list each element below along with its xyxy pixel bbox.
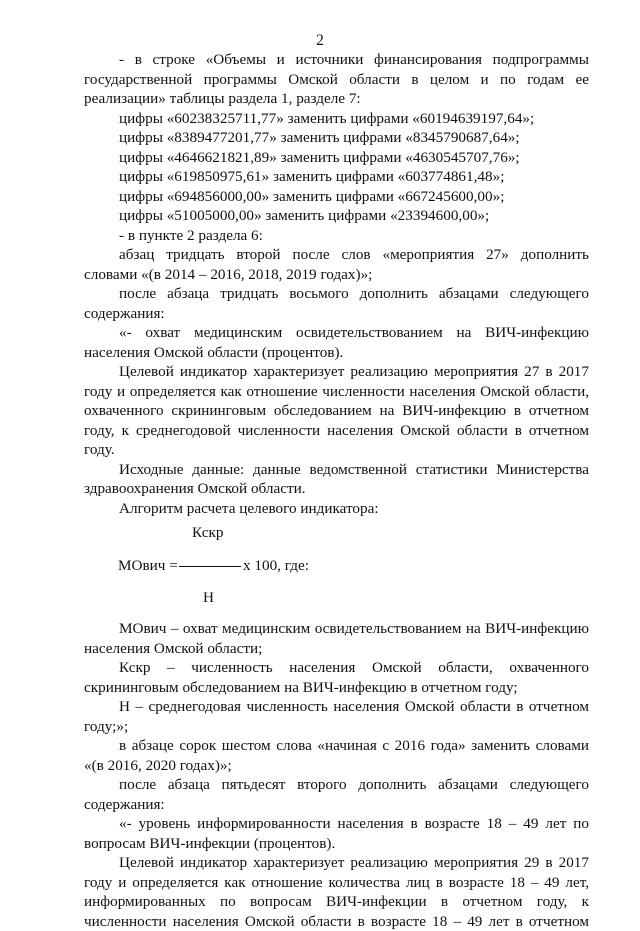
replacement-line: цифры «51005000,00» заменить цифрами «23394600,00»; bbox=[119, 207, 490, 224]
paragraph: - в строке «Объемы и источники финансирования подпрограммы государственной программы Омской области в целом и по годам ее реализации» таблицы раздела 1, разделе 7: bbox=[84, 51, 589, 107]
paragraph: Целевой индикатор характеризует реализацию мероприятия 27 в 2017 году и определяется как отношение численности населения Омской области, охваченного скрининговым обследованием на ВИЧ-инфекцию в отчетном году, к среднегодовой численности населения Омской области в отчетном году. bbox=[84, 363, 589, 458]
formula bbox=[84, 523, 589, 615]
replacement-line: цифры «619850975,61» заменить цифрами «603774861,48»; bbox=[119, 168, 505, 185]
formula-lhs: МОвич = bbox=[118, 557, 178, 574]
paragraph: после абзаца тридцать восьмого дополнить абзацами следующего содержания: bbox=[84, 285, 589, 322]
replacement-line: цифры «60238325711,77» заменить цифрами «60194639197,64»; bbox=[119, 109, 535, 127]
paragraph: «- уровень информированности населения в возрасте 18 – 49 лет по вопросам ВИЧ-инфекции (процентов). bbox=[84, 815, 589, 852]
formula-denominator: Н bbox=[203, 589, 214, 606]
paragraph: абзац тридцать второй после слов «мероприятия 27» дополнить словами «(в 2014 – 2016, 2018, 2019 годах)»; bbox=[84, 246, 589, 283]
formula-rhs: х 100, где: bbox=[243, 557, 309, 574]
paragraph: Н – среднегодовая численность населения Омской области в отчетном году;»; bbox=[84, 698, 589, 735]
page-number: 2 bbox=[316, 32, 324, 49]
paragraph: «- охват медицинским освидетельствованием на ВИЧ-инфекцию населения Омской области (процентов). bbox=[84, 324, 589, 361]
paragraph: Целевой индикатор характеризует реализацию мероприятия 29 в 2017 году и определяется как отношение количества лиц в возрасте 18 – 49 лет, информированных по вопросам ВИЧ-инфекции в отчетном году, к численности населения Омской области в возрасте 18 – 49 лет в отчетном bbox=[84, 854, 589, 930]
paragraph: Алгоритм расчета целевого индикатора: bbox=[119, 499, 379, 517]
replacement-line: цифры «694856000,00» заменить цифрами «667245600,00»; bbox=[119, 187, 505, 205]
formula-numerator: Кскр bbox=[192, 524, 224, 541]
paragraph: - в пункте 2 раздела 6: bbox=[119, 226, 263, 244]
paragraph: Исходные данные: данные ведомственной статистики Министерства здравоохранения Омской области. bbox=[84, 460, 589, 497]
paragraph: МОвич – охват медицинским освидетельствованием на ВИЧ-инфекцию населения Омской области; bbox=[84, 620, 589, 657]
fraction-bar bbox=[179, 566, 241, 567]
paragraph: Кскр – численность населения Омской области, охваченного скрининговым обследованием на ВИЧ-инфекцию в отчетном году; bbox=[84, 659, 589, 696]
paragraph: после абзаца пятьдесят второго дополнить абзацами следующего содержания: bbox=[84, 776, 589, 813]
replacement-line: цифры «8389477201,77» заменить цифрами «8345790687,64»; bbox=[119, 129, 520, 146]
replacement-line: цифры «4646621821,89» заменить цифрами «4630545707,76»; bbox=[119, 148, 520, 166]
document-body bbox=[84, 50, 589, 931]
paragraph: в абзаце сорок шестом слова «начиная с 2016 года» заменить словами «(в 2016, 2020 годах)»; bbox=[84, 737, 589, 774]
